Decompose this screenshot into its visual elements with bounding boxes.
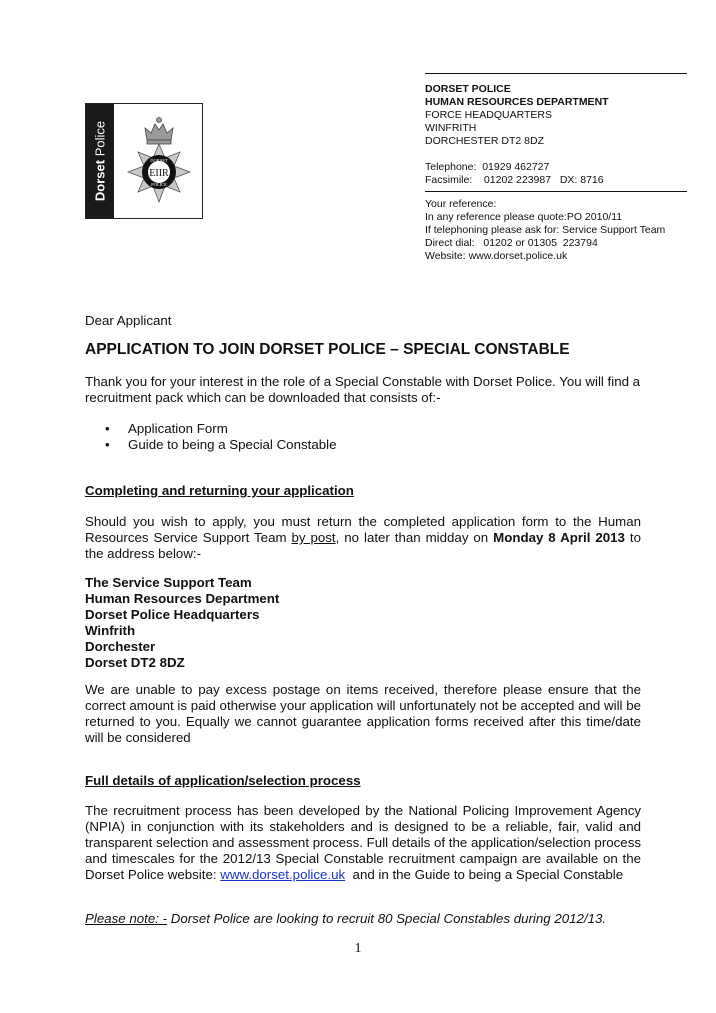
address-line: Dorset DT2 8DZ bbox=[85, 655, 185, 670]
crest-ring-bottom: POLICE bbox=[151, 182, 167, 187]
department-name: HUMAN RESOURCES DEPARTMENT bbox=[425, 96, 609, 108]
dorset-police-website-link[interactable]: www.dorset.police.uk bbox=[220, 867, 346, 882]
recruitment-note bbox=[85, 911, 685, 927]
logo-wordmark-band bbox=[86, 104, 114, 218]
website: Website: www.dorset.police.uk bbox=[425, 250, 568, 262]
deadline-date: Monday 8 April 2013 bbox=[493, 530, 625, 545]
address-line: WINFRITH bbox=[425, 122, 477, 134]
return-address bbox=[85, 575, 641, 671]
crest-monogram: EIIR bbox=[149, 168, 169, 179]
address-line: Winfrith bbox=[85, 623, 136, 638]
list-item: • Application Form bbox=[85, 421, 641, 437]
return-instructions-paragraph bbox=[85, 514, 641, 562]
postage-note-paragraph: We are unable to pay excess postage on items received, therefore please ensure that the correct amount is paid otherwise your application will unfortunately not be accepted and will be returned to you. Equally we cannot guarantee application forms received after this time/date will be considered bbox=[85, 682, 641, 745]
letterhead-address-block bbox=[425, 73, 687, 263]
address-line: Dorset Police Headquarters bbox=[85, 607, 260, 622]
section-heading-process: Full details of application/selection process bbox=[85, 773, 361, 788]
org-name: DORSET POLICE bbox=[425, 83, 511, 95]
police-crest-icon bbox=[118, 110, 200, 214]
logo-wordmark-bold: Dorset bbox=[92, 159, 108, 202]
letter-title: APPLICATION TO JOIN DORSET POLICE – SPECIAL CONSTABLE bbox=[85, 341, 570, 358]
note-label: Please note: - bbox=[85, 911, 168, 926]
your-reference: Your reference: bbox=[425, 198, 497, 210]
return-text: to the address below:- bbox=[85, 530, 641, 561]
logo-wordmark bbox=[93, 121, 108, 201]
salutation: Dear Applicant bbox=[85, 313, 172, 328]
crest-ring-top: DORSET bbox=[150, 158, 168, 163]
logo-wordmark-light: Police bbox=[92, 120, 108, 160]
intro-paragraph: Thank you for your interest in the role of a Special Constable with Dorset Police. You will find a recruitment pack which can be downloaded that consists of:- bbox=[85, 374, 641, 405]
quote-reference: In any reference please quote:PO 2010/11 bbox=[425, 211, 623, 223]
address-line: Human Resources Department bbox=[85, 591, 280, 606]
pack-items-list bbox=[85, 421, 641, 453]
process-text: The recruitment process has been developed by the National Policing Improvement Agency (NPIA) in conjunction with its stakeholders and is designed to be a reliable, fair, valid and transparent selection and assessment process. Full details of the application/selection process and timescales for the 2012/13 Special Constable recruitment campaign are available on the Dorset Police website: bbox=[85, 803, 641, 882]
address-line: DORCHESTER DT2 8DZ bbox=[425, 135, 545, 147]
direct-dial: Direct dial: 01202 or 01305 223794 bbox=[425, 237, 598, 249]
address-line: The Service Support Team bbox=[85, 575, 252, 590]
process-text: and in the Guide to being a Special Constable bbox=[345, 867, 624, 882]
address-line: FORCE HEADQUARTERS bbox=[425, 109, 552, 121]
telephone: Telephone: 01929 462727 bbox=[425, 161, 550, 173]
return-text: Should you wish to apply, you must return the completed application form to the Human Resources Service Support Team bbox=[85, 514, 641, 545]
dorset-police-logo bbox=[85, 103, 203, 219]
page-number: 1 bbox=[354, 941, 362, 956]
return-text: , no later than midday on bbox=[335, 530, 494, 545]
by-post-emphasis: by post bbox=[291, 530, 336, 545]
address-line: Dorchester bbox=[85, 639, 156, 654]
list-item: • Guide to being a Special Constable bbox=[85, 437, 641, 453]
note-text: Dorset Police are looking to recruit 80 Special Constables during 2012/13. bbox=[167, 911, 607, 926]
section-heading-returning: Completing and returning your application bbox=[85, 483, 354, 498]
telephone-contact: If telephoning please ask for: Service Support Team bbox=[425, 224, 666, 236]
process-paragraph bbox=[85, 803, 641, 883]
facsimile: Facsimile: 01202 223987 DX: 8716 bbox=[425, 174, 604, 186]
